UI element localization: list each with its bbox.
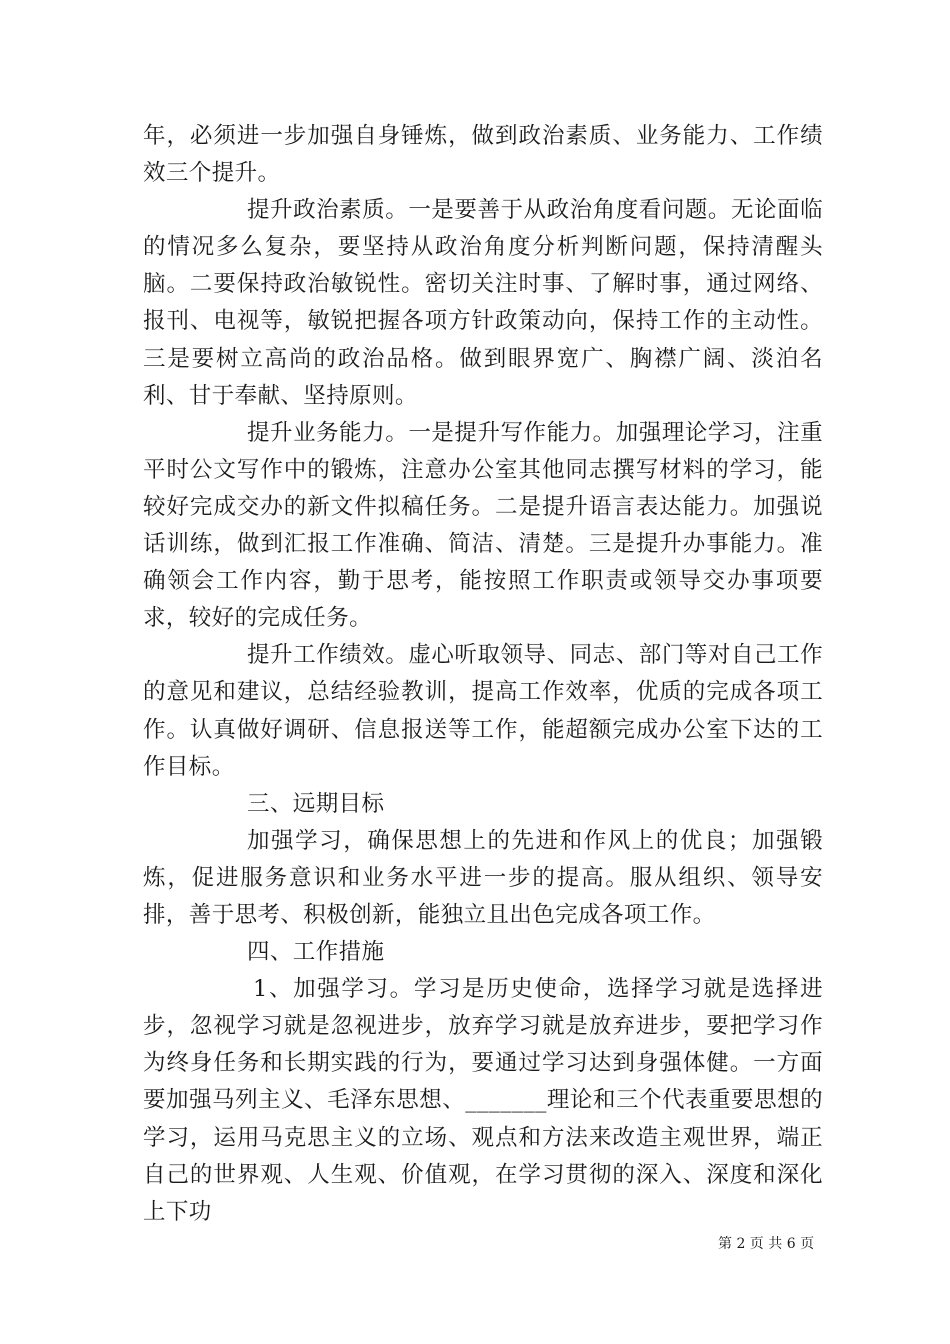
paragraph: 1、加强学习。学习是历史使命，选择学习就是选择进步，忽视学习就是忽视进步，放弃学习就是放弃进步，要把学习作为终身任务和长期实践的行为，要通过学习达到身强体健。一方面要加强马列主义、毛泽东思想、_______理论和三个代表重要思想的学习，运用马克思主义的立场、观点和方法来改造主观世界，端正自己的世界观、人生观、价值观，在学习贯彻的深入、深度和深化上下功 bbox=[143, 976, 823, 1225]
document-body bbox=[143, 118, 823, 1231]
paragraph: 年，必须进一步加强自身锤炼，做到政治素质、业务能力、工作绩效三个提升。 bbox=[143, 123, 823, 187]
page-number-footer: 第 2 页 共 6 页 bbox=[718, 1236, 815, 1252]
section-heading: 三、远期目标 bbox=[247, 790, 385, 817]
paragraph: 提升业务能力。一是提升写作能力。加强理论学习，注重平时公文写作中的锻炼，注意办公室其他同志撰写材料的学习，能较好完成交办的新文件拟稿任务。二是提升语言表达能力。加强说话训练，做到汇报工作准确、简洁、清楚。三是提升办事能力。准确领会工作内容，勤于思考，能按照工作职责或领导交办事项要求，较好的完成任务。 bbox=[143, 419, 823, 632]
paragraph: 提升政治素质。一是要善于从政治角度看问题。无论面临的情况多么复杂，要坚持从政治角度分析判断问题，保持清醒头脑。二要保持政治敏锐性。密切关注时事、了解时事，通过网络、报刊、电视等，敏锐把握各项方针政策动向，保持工作的主动性。三是要树立高尚的政治品格。做到眼界宽广、胸襟广阔、淡泊名利、甘于奉献、坚持原则。 bbox=[143, 197, 823, 409]
paragraph: 提升工作绩效。虚心听取领导、同志、部门等对自己工作的意见和建议，总结经验教训，提高工作效率，优质的完成各项工作。认真做好调研、信息报送等工作，能超额完成办公室下达的工作目标。 bbox=[143, 642, 823, 780]
section-heading: 四、工作措施 bbox=[247, 939, 385, 966]
paragraph: 加强学习，确保思想上的先进和作风上的优良；加强锻炼，促进服务意识和业务水平进一步的提高。服从组织、领导安排，善于思考、积极创新，能独立且出色完成各项工作。 bbox=[143, 827, 823, 928]
